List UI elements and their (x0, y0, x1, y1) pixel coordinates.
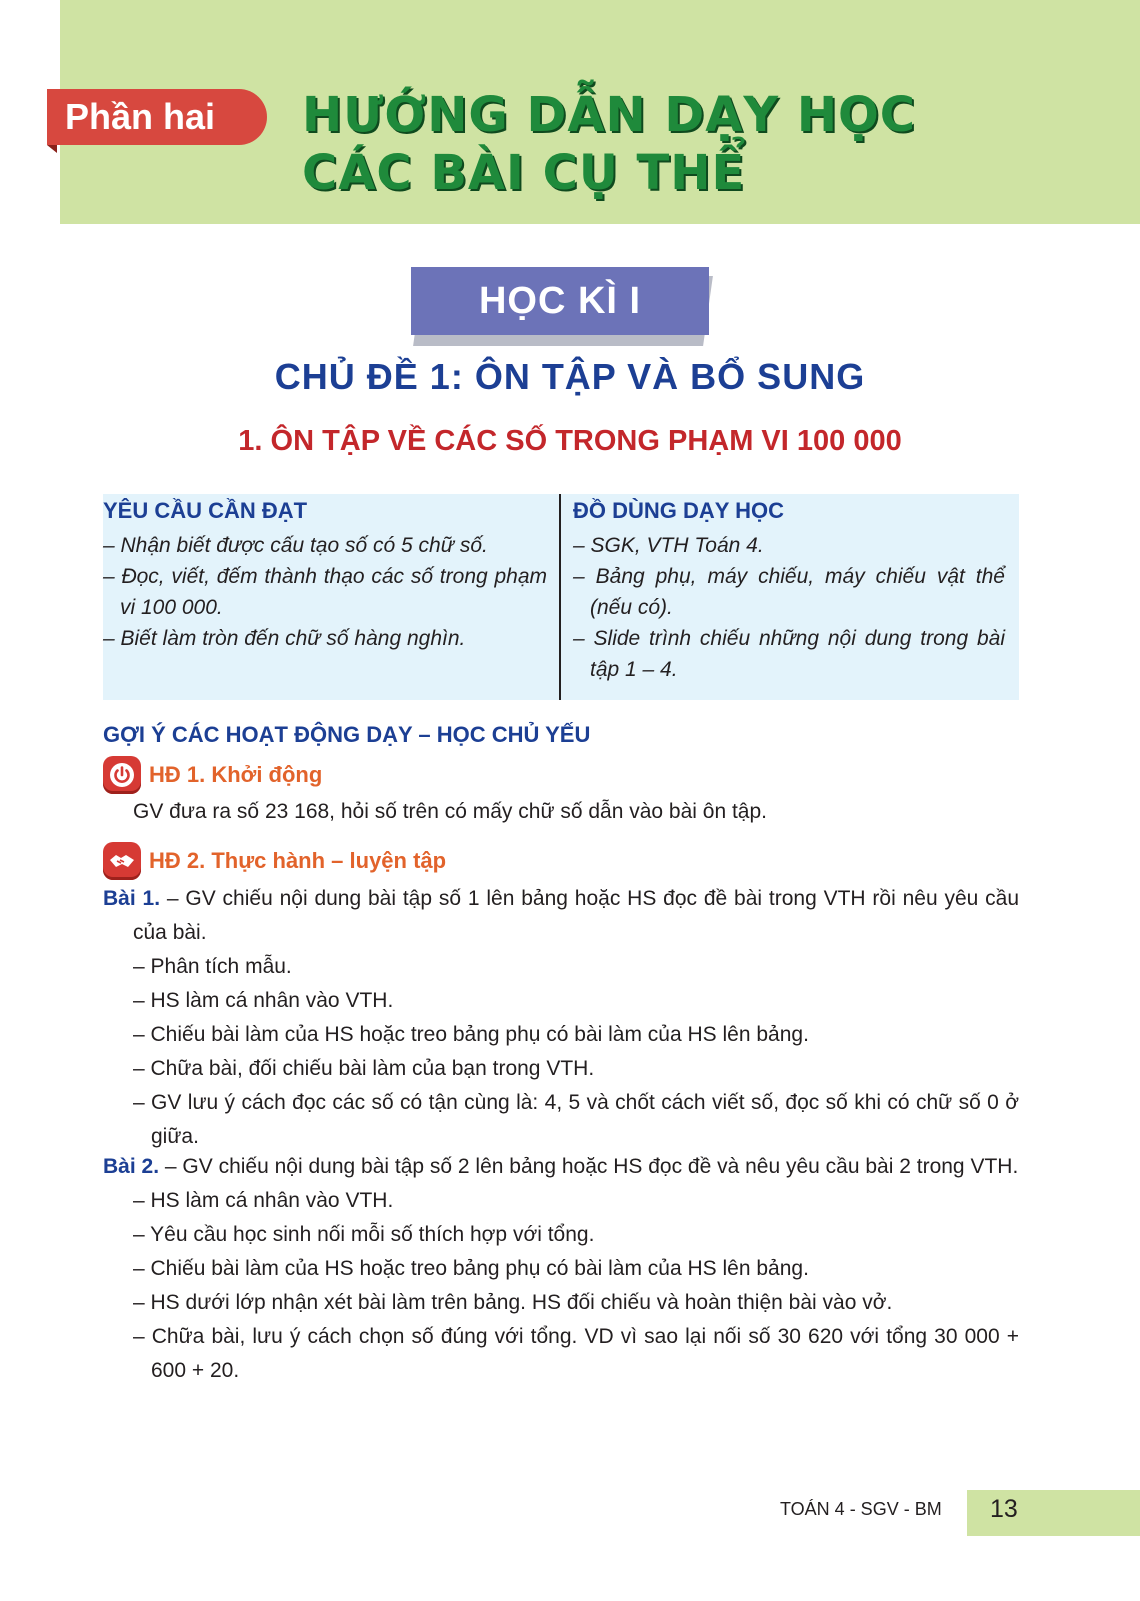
topic-title: CHỦ ĐỀ 1: ÔN TẬP VÀ BỔ SUNG (274, 356, 866, 397)
list-item: – Biết làm tròn đến chữ số hàng nghìn. (103, 627, 466, 650)
requirements-column (103, 494, 561, 700)
materials-list (573, 530, 1005, 685)
requirements-heading: YÊU CẦU CẦN ĐẠT (103, 498, 308, 523)
hd1-text: GV đưa ra số 23 168, hỏi số trên có mấy chữ số dẫn vào bài ôn tập. (133, 800, 767, 823)
page-title-line1: HƯỚNG DẪN DẠY HỌC (302, 87, 917, 143)
exercise-1-intro-text: – GV chiếu nội dung bài tập số 1 lên bảng hoặc HS đọc đề bài trong VTH rồi nêu yêu cầu của bài. (133, 887, 1020, 944)
list-item: – HS dưới lớp nhận xét bài làm trên bảng. HS đối chiếu và hoàn thiện bài vào vở. (133, 1291, 893, 1314)
list-item: – Đọc, viết, đếm thành thạo các số trong phạm vi 100 000. (103, 565, 547, 619)
list-item: – Chiếu bài làm của HS hoặc treo bảng phụ có bài làm của HS lên bảng. (133, 1023, 809, 1046)
list-item: – Nhận biết được cấu tạo số có 5 chữ số. (103, 534, 488, 557)
part-tab-fold (47, 145, 57, 153)
footer-book-title: TOÁN 4 - SGV - BM (780, 1499, 942, 1519)
list-item: – SGK, VTH Toán 4. (573, 534, 764, 557)
list-item: – Bảng phụ, máy chiếu, máy chiếu vật thể (nếu có). (573, 565, 1005, 619)
list-item: – Chiếu bài làm của HS hoặc treo bảng phụ có bài làm của HS lên bảng. (133, 1257, 809, 1280)
part-label: Phần hai (47, 89, 267, 145)
handshake-icon (103, 842, 141, 880)
semester-badge: HỌC KÌ I (411, 267, 709, 335)
exercise-1-intro (103, 882, 1019, 950)
requirements-list (103, 530, 547, 654)
exercise-2 (103, 1150, 1019, 1388)
hd2-title: HĐ 2. Thực hành – luyện tập (149, 848, 447, 873)
page-title (302, 86, 916, 202)
page-number: 13 (990, 1495, 1018, 1523)
page-title-line2: CÁC BÀI CỤ THỂ (302, 145, 746, 201)
list-item: – GV lưu ý cách đọc các số có tận cùng là: 4, 5 và chốt cách viết số, đọc số khi có chữ số 0 ở giữa. (133, 1091, 1019, 1148)
exercise-1 (103, 882, 1019, 1154)
list-item: – Slide trình chiếu những nội dung trong bài tập 1 – 4. (573, 627, 1005, 681)
exercise-2-intro (103, 1150, 1019, 1184)
list-item: – Yêu cầu học sinh nối mỗi số thích hợp với tổng. (133, 1223, 595, 1246)
exercise-2-label: Bài 2. (103, 1155, 160, 1178)
power-icon (103, 756, 141, 794)
list-item: – HS làm cá nhân vào VTH. (133, 1189, 394, 1212)
hd1-title: HĐ 1. Khởi động (149, 762, 323, 787)
list-item: – Chữa bài, lưu ý cách chọn số đúng với tổng. VD vì sao lại nối số 30 620 với tổng 30 000 + 600 + 20. (133, 1325, 1019, 1382)
materials-column (561, 494, 1017, 700)
list-item: – Chữa bài, đối chiếu bài làm của bạn trong VTH. (133, 1057, 595, 1080)
hd2-header (103, 842, 446, 880)
lesson-title: 1. ÔN TẬP VỀ CÁC SỐ TRONG PHẠM VI 100 000 (238, 425, 902, 457)
exercise-1-label: Bài 1. (103, 887, 161, 910)
hd1-header (103, 756, 322, 794)
requirements-box (103, 494, 1019, 700)
exercise-2-intro-text: – GV chiếu nội dung bài tập số 2 lên bảng hoặc HS đọc đề và nêu yêu cầu bài 2 trong VTH. (164, 1155, 1019, 1178)
activities-heading: GỢI Ý CÁC HOẠT ĐỘNG DẠY – HỌC CHỦ YẾU (103, 722, 591, 747)
list-item: – Phân tích mẫu. (133, 955, 292, 978)
materials-heading: ĐỒ DÙNG DẠY HỌC (573, 498, 785, 523)
list-item: – HS làm cá nhân vào VTH. (133, 989, 394, 1012)
